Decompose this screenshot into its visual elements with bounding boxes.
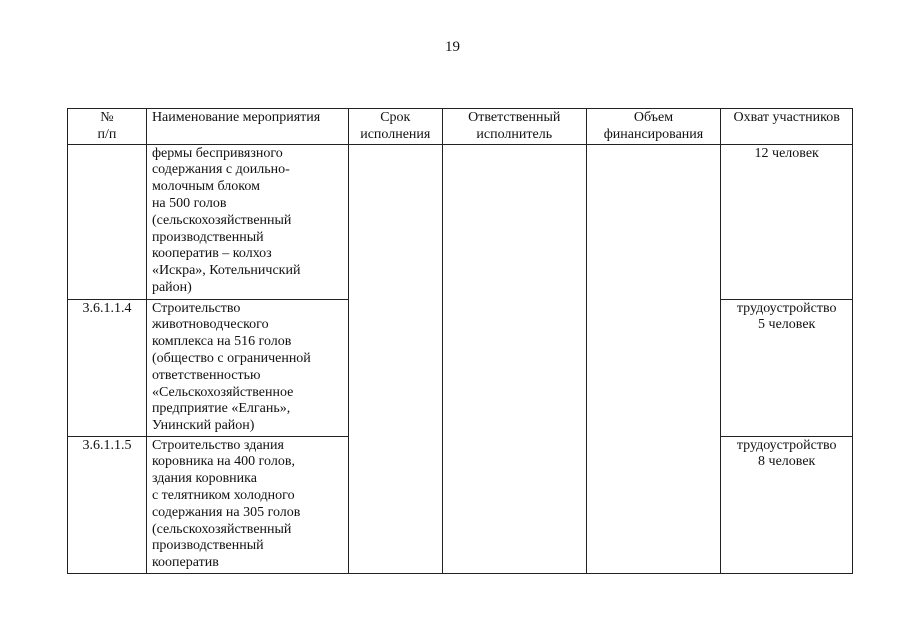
row-coverage-cell: [721, 144, 853, 299]
name-line: на 500 голов: [151, 195, 227, 211]
row-num-cell: [68, 144, 147, 299]
row-coverage-cell: [721, 436, 853, 573]
name-line: Унинский район): [151, 418, 255, 434]
name-line: (сельскохозяйственный: [151, 212, 292, 228]
page-number: 19: [445, 39, 460, 55]
coverage-line: 8 человек: [758, 454, 816, 470]
header-financing: [586, 109, 721, 145]
header-responsible-line: Ответственный: [468, 110, 561, 125]
header-term-line: исполнения: [360, 126, 431, 142]
name-line: содержания на 305 голов: [151, 504, 301, 520]
coverage-line: трудоустройство: [736, 300, 837, 316]
header-financing-line: Объем: [633, 110, 674, 125]
name-line: (общество с ограниченной: [151, 350, 311, 366]
row-coverage-cell: [721, 299, 853, 436]
name-line: кооператив: [151, 555, 219, 571]
coverage-line: 12 человек: [754, 145, 819, 161]
header-term-line: Срок: [380, 110, 411, 125]
term-cell: [348, 144, 442, 573]
table-row: [68, 144, 853, 299]
name-line: комплекса на 516 голов: [151, 334, 292, 350]
row-num-cell: 3.6.1.1.5: [68, 436, 147, 573]
header-responsible: [442, 109, 586, 145]
name-line: район): [151, 279, 192, 295]
name-line: Строительство здания: [151, 437, 284, 453]
name-line: с телятником холодного: [151, 487, 295, 503]
row-name-cell: [146, 436, 348, 573]
name-line: фермы беспривязного: [151, 145, 283, 161]
row-name-cell: [146, 299, 348, 436]
header-term: [348, 109, 442, 145]
row-num-cell: 3.6.1.1.4: [68, 299, 147, 436]
header-name-line: Наименование мероприятия: [151, 110, 321, 125]
name-line: ответственностью: [151, 367, 261, 383]
coverage-line: трудоустройство: [736, 437, 837, 453]
header-num-line: п/п: [97, 126, 117, 142]
name-line: коровника на 400 голов,: [151, 454, 295, 470]
name-line: молочным блоком: [151, 179, 260, 195]
responsible-cell: [442, 144, 586, 573]
name-line: «Искра», Котельничский: [151, 263, 301, 279]
name-line: кооператив – колхоз: [151, 246, 272, 262]
header-num: [68, 109, 147, 145]
header-coverage: [721, 109, 853, 145]
name-line: здания коровника: [151, 471, 257, 487]
header-coverage-line: Охват участников: [733, 110, 840, 125]
header-responsible-line: исполнитель: [476, 126, 553, 142]
name-line: животноводческого: [151, 317, 269, 333]
header-name: [146, 109, 348, 145]
table-header: [68, 109, 853, 145]
financing-cell: [586, 144, 721, 573]
header-financing-line: финансирования: [603, 126, 704, 142]
name-line: производственный: [151, 538, 264, 554]
events-table: [67, 108, 853, 574]
name-line: производственный: [151, 229, 264, 245]
name-line: «Сельскохозяйственное: [151, 384, 294, 400]
name-line: (сельскохозяйственный: [151, 521, 292, 537]
name-line: содержания с доильно-: [151, 162, 290, 178]
name-line: Строительство: [151, 300, 241, 316]
row-name-cell: [146, 144, 348, 299]
coverage-line: 5 человек: [758, 317, 816, 333]
header-num-line: №: [100, 110, 114, 125]
name-line: предприятие «Елгань»,: [151, 401, 291, 417]
